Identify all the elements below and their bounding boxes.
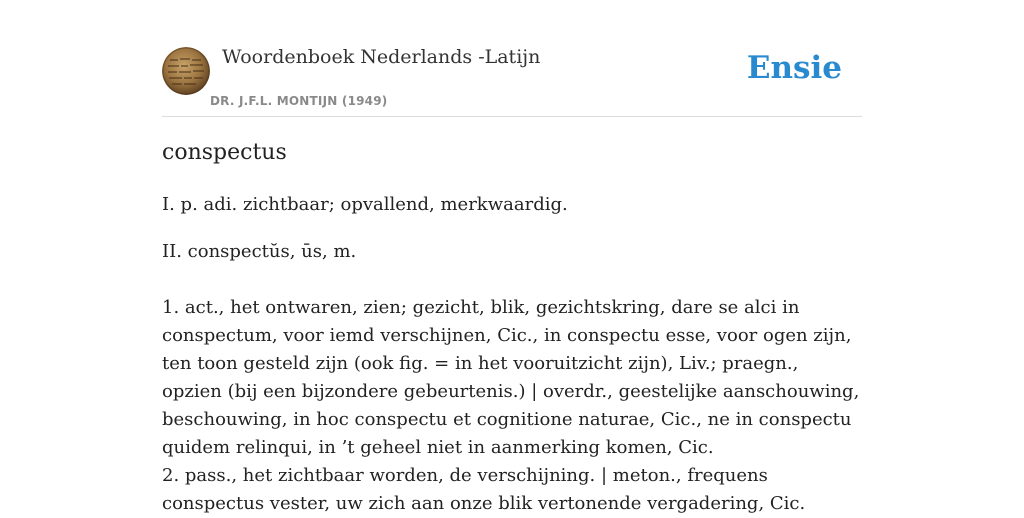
page (162, 0, 862, 512)
book-title-link[interactable]: Woordenboek Nederlands -Latijn (222, 46, 541, 68)
definition-passive: 2. pass., het zichtbaar worden, de verschijning. | meton., frequens conspectus vester, uw zich aan onze blik vertonende vergadering, Cic. (162, 465, 806, 514)
entry-definitions (162, 294, 862, 518)
ensie-logo[interactable]: Ensie (746, 50, 842, 86)
definition-active: 1. act., het ontwaren, zien; gezicht, blik, gezichtskring, dare se alci in conspectum, voor iemd verschijnen, Cic., in conspectu esse, voor ogen zijn, ten toon gesteld zijn (ook fig. = in het vooruitzicht zijn), Liv.; praegn., opzien (bij een bijzondere gebeurtenis.) | overdr., geestelijke aanschouwing, beschouwing, in hoc conspectu et cognitione naturae, Cic., ne in conspectu quidem relinqui, in ’t geheel niet in aanmerking komen, Cic. (162, 297, 860, 458)
book-author: DR. J.F.L. MONTIJN (1949) (210, 94, 388, 108)
entry-headword: conspectus (162, 140, 287, 165)
sense-adjective: I. p. adi. zichtbaar; opvallend, merkwaardig. (162, 194, 568, 215)
book-cover-logo[interactable] (162, 47, 210, 95)
header (162, 0, 862, 117)
sense-noun: II. conspectŭs, ūs, m. (162, 241, 357, 262)
coin-icon (162, 47, 210, 95)
